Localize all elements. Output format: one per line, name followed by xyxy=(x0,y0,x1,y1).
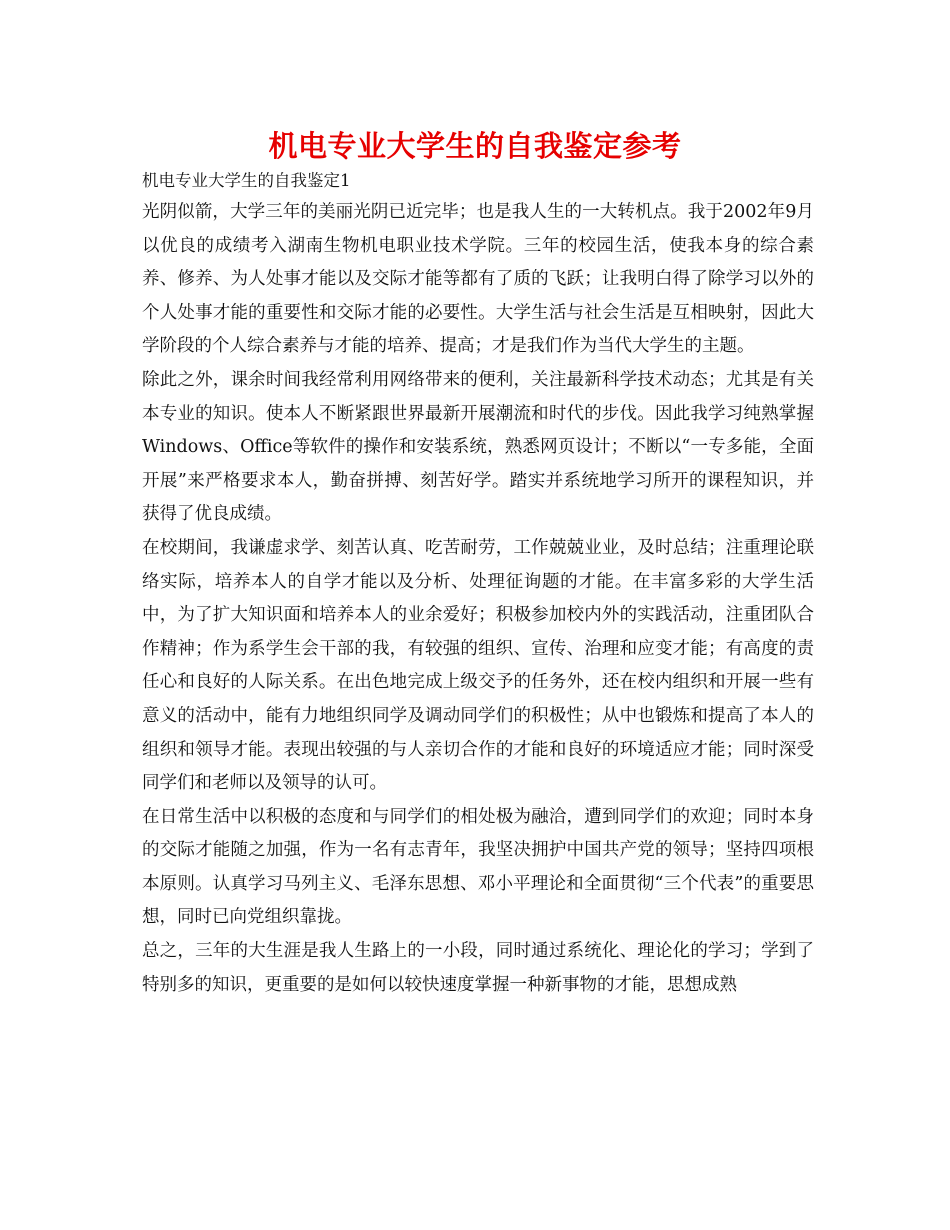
paragraph-4: 在日常生活中以积极的态度和与同学们的相处极为融洽，遭到同学们的欢迎；同时本身的交际才能随之加强，作为一名有志青年，我坚决拥护中国共产党的领导；坚持四项根本原则。认真学习马列主义、毛泽东思想、邓小平理论和全面贯彻“三个代表”的重要思想，同时已向党组织靠拢。 xyxy=(142,806,814,928)
document-title: 机电专业大学生的自我鉴定参考 xyxy=(268,129,682,163)
paragraph-2: 除此之外，课余时间我经常利用网络带来的便利，关注最新科学技术动态；尤其是有关本专业的知识。使本人不断紧跟世界最新开展潮流和时代的步伐。因此我学习纯熟掌握Windows、Office等软件的操作和安装系统，熟悉网页设计；不断以“一专多能，全面开展”来严格要求本人，勤奋拼搏、刻苦好学。踏实并系统地学习所开的课程知识，并获得了优良成绩。 xyxy=(142,369,814,525)
paragraph-1: 光阴似箭，大学三年的美丽光阴已近完毕；也是我人生的一大转机点。我于2002年9月以优良的成绩考入湖南生物机电职业技术学院。三年的校园生活，使我本身的综合素养、修养、为人处事才能以及交际才能等都有了质的飞跃；让我明白得了除学习以外的个人处事才能的重要性和交际才能的必要性。大学生活与社会生活是互相映射，因此大学阶段的个人综合素养与才能的培养、提高；才是我们作为当代大学生的主题。 xyxy=(142,202,814,357)
section-subtitle: 机电专业大学生的自我鉴定1 xyxy=(142,171,351,190)
paragraph-3: 在校期间，我谦虚求学、刻苦认真、吃苦耐劳，工作兢兢业业，及时总结；注重理论联络实际，培养本人的自学才能以及分析、处理征询题的才能。在丰富多彩的大学生活中，为了扩大知识面和培养本人的业余爱好；积极参加校内外的实践活动，注重团队合作精神；作为系学生会干部的我，有较强的组织、宣传、治理和应变才能；有高度的责任心和良好的人际关系。在出色地完成上级交予的任务外，还在校内组织和开展一些有意义的活动中，能有力地组织同学及调动同学们的积极性；从中也锻炼和提高了本人的组织和领导才能。表现出较强的与人亲切合作的才能和良好的环境适应才能；同时深受同学们和老师以及领导的认可。 xyxy=(142,537,814,794)
paragraph-5: 总之，三年的大生涯是我人生路上的一小段，同时通过系统化、理论化的学习；学到了特别多的知识，更重要的是如何以较快速度掌握一种新事物的才能，思想成熟 xyxy=(142,941,814,995)
document-body xyxy=(142,166,814,1002)
